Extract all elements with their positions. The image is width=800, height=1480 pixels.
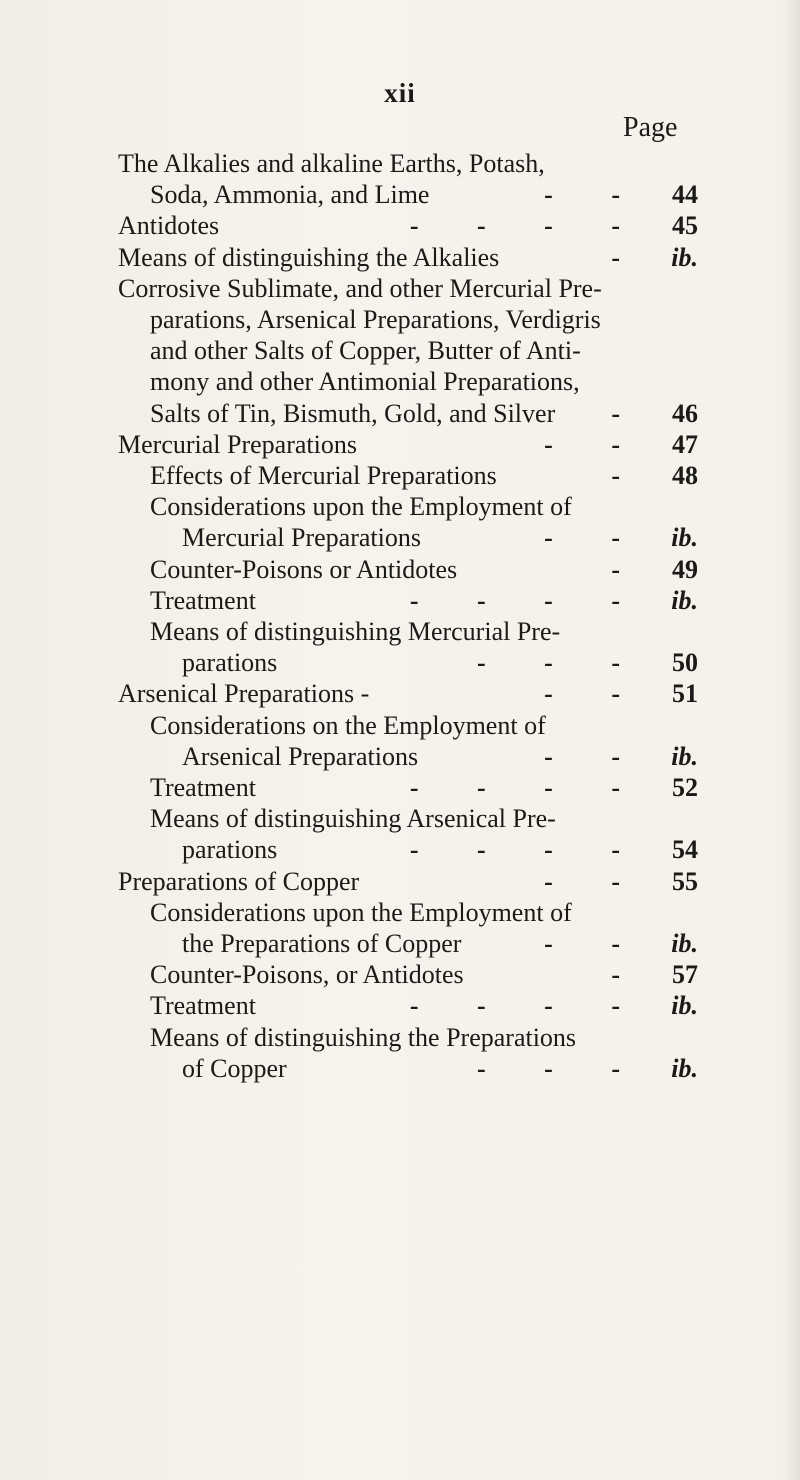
toc-dot-leader: - - [544, 679, 646, 709]
toc-entry [118, 678, 698, 709]
toc-dot-leader: - - - - [409, 835, 646, 865]
toc-page-number: ib. [671, 242, 698, 272]
toc-entry [118, 990, 698, 1021]
toc-entry [118, 554, 698, 585]
toc-entry-line: of Copper [182, 1053, 287, 1083]
toc-entry [118, 491, 698, 553]
toc-entry [118, 772, 698, 803]
toc-entry-line: Treatment [150, 585, 256, 615]
toc-dot-leader: - - [544, 866, 646, 896]
toc-entry [118, 460, 698, 491]
toc-entry-line: Counter-Poisons or Antidotes [150, 554, 458, 584]
toc-entry [118, 616, 698, 678]
toc-entry-line: Mercurial Preparations [182, 523, 421, 553]
table-of-contents [118, 148, 698, 1084]
toc-dot-leader: - [611, 461, 646, 491]
toc-page-number: ib. [671, 991, 698, 1021]
toc-entry-line: Means of distinguishing Mercurial Pre- [150, 617, 561, 647]
toc-page-number: 51 [672, 679, 698, 709]
toc-entry-line: Mercurial Preparations [118, 429, 357, 459]
toc-dot-leader: - [611, 242, 646, 272]
toc-entry-line: Considerations on the Employment of [150, 710, 546, 740]
toc-entry-line: Soda, Ammonia, and Lime [150, 180, 430, 210]
toc-entry-line: Antidotes [118, 211, 220, 241]
toc-entry [118, 897, 698, 959]
toc-entry-line: Preparations of Copper [118, 866, 360, 896]
toc-page-number: ib. [671, 741, 698, 771]
toc-dot-leader: - - [544, 523, 646, 553]
toc-page-number: 45 [672, 211, 698, 241]
toc-entry [118, 866, 698, 897]
toc-dot-leader: - - - - [409, 211, 646, 241]
toc-dot-leader: - - [544, 929, 646, 959]
toc-entry [118, 710, 698, 772]
toc-dot-leader: - [611, 554, 646, 584]
toc-page-number: 48 [672, 461, 698, 491]
toc-entry [118, 210, 698, 241]
toc-page-number: ib. [671, 1053, 698, 1083]
toc-dot-leader: - - - [477, 648, 646, 678]
toc-entry-line: Counter-Poisons, or Antidotes [150, 960, 464, 990]
toc-dot-leader: - - - [477, 1053, 646, 1083]
toc-entry-line: Arsenical Preparations [182, 741, 419, 771]
toc-entry [118, 585, 698, 616]
toc-page-number: 50 [672, 648, 698, 678]
toc-page-number: ib. [671, 523, 698, 553]
toc-page-number: 55 [672, 866, 698, 896]
toc-page-number: 54 [672, 835, 698, 865]
toc-entry-line: mony and other Antimonial Preparations, [150, 367, 580, 397]
toc-entry-line: Means of distinguishing the Preparations [150, 1022, 577, 1052]
toc-page-number: ib. [671, 585, 698, 615]
toc-dot-leader: - - - - [409, 773, 646, 803]
toc-entry [118, 148, 698, 210]
toc-entry-line: Salts of Tin, Bismuth, Gold, and Silver [150, 398, 556, 428]
toc-page-number: 44 [672, 180, 698, 210]
toc-entry [118, 959, 698, 990]
toc-entry [118, 803, 698, 865]
toc-dot-leader: - [611, 398, 646, 428]
toc-page-number: ib. [671, 929, 698, 959]
toc-dot-leader: - - - - [409, 585, 646, 615]
toc-entry-line: the Preparations of Copper [182, 929, 462, 959]
page-number: xii [384, 78, 416, 108]
toc-entry-line: parations [182, 835, 278, 865]
toc-dot-leader: - - - - [409, 991, 646, 1021]
toc-entry-line: and other Salts of Copper, Butter of Anti- [150, 336, 581, 366]
toc-entry-line: Considerations upon the Employment of [150, 492, 572, 522]
toc-entry-line: Means of distinguishing Arsenical Pre- [150, 804, 556, 834]
toc-entry-line: Treatment [150, 991, 256, 1021]
toc-entry-line: Treatment [150, 773, 256, 803]
toc-entry-line: parations, Arsenical Preparations, Verdigris [150, 305, 601, 335]
toc-entry [118, 1022, 698, 1084]
toc-dot-leader: - [611, 960, 646, 990]
toc-page-number: 46 [672, 398, 698, 428]
toc-entry-line: Arsenical Preparations - [118, 679, 370, 709]
toc-entry-line: parations [182, 648, 278, 678]
toc-page-number: 49 [672, 554, 698, 584]
toc-entry-line: Means of distinguishing the Alkalies [118, 242, 500, 272]
toc-entry-line: Considerations upon the Employment of [150, 897, 572, 927]
toc-page-number: 57 [672, 960, 698, 990]
toc-dot-leader: - - [544, 429, 646, 459]
toc-entry-line: The Alkalies and alkaline Earths, Potash, [118, 149, 545, 178]
toc-entry-line: Corrosive Sublimate, and other Mercurial Pre- [118, 273, 602, 303]
page-edge-shadow [782, 0, 800, 1480]
toc-dot-leader: - - [544, 180, 646, 210]
toc-entry [118, 429, 698, 460]
toc-dot-leader: - - [544, 741, 646, 771]
toc-page-number: 47 [672, 429, 698, 459]
toc-page-number: 52 [672, 773, 698, 803]
toc-entry [118, 242, 698, 273]
toc-entry [118, 273, 698, 429]
toc-entry-line: Effects of Mercurial Preparations [150, 461, 497, 491]
page-column-header: Page [623, 112, 678, 143]
